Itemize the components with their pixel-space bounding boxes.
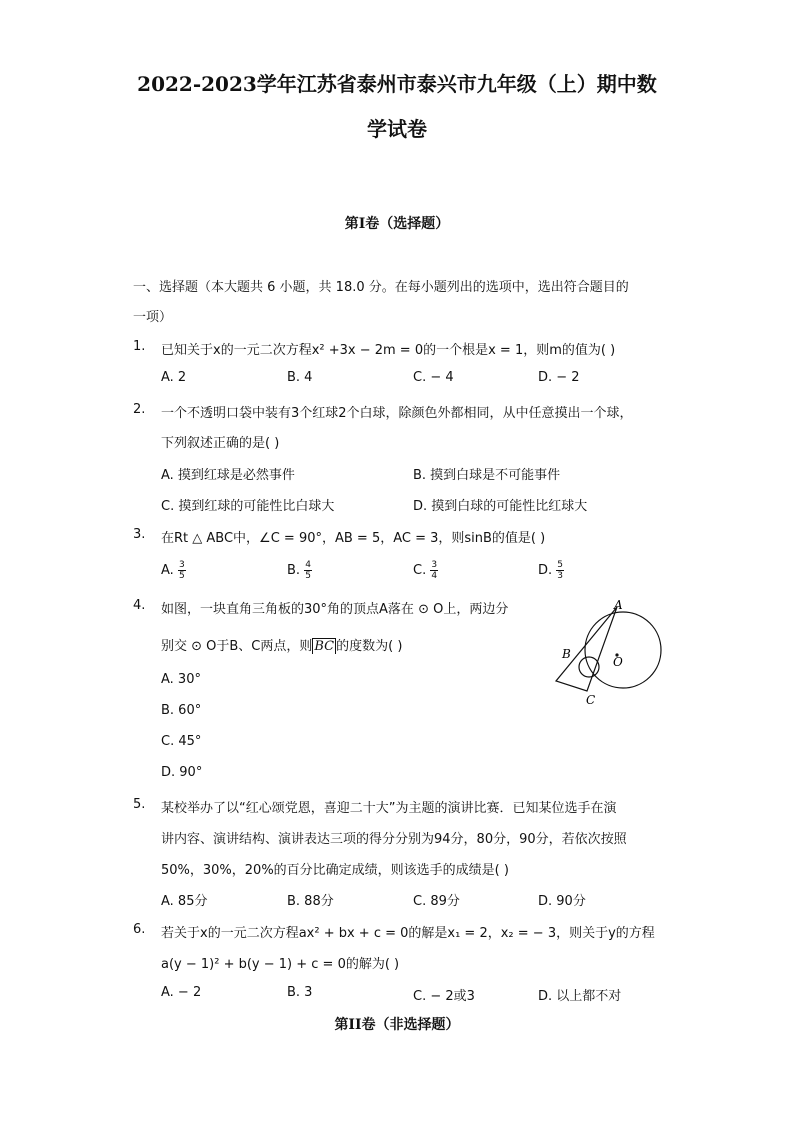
question-6-stem-line-1: 若关于x的一元二次方程ax² + bx + c = 0的解是x₁ = 2，x₂ = − 3，则关于y的方程 [161, 926, 655, 941]
arc-bc: BC [314, 639, 335, 654]
fraction-denominator: 5 [178, 571, 185, 581]
section-1-instructions-line-1: 一、选择题（本大题共 6 小题，共 18.0 分。在每小题列出的选项中，选出符合题目的 [133, 280, 629, 295]
fraction-numerator: 5 [557, 560, 564, 570]
question-4-option-b: B. 60° [161, 703, 202, 718]
part-1-heading: 第I卷（选择题） [344, 216, 450, 232]
question-2-option-a: A. 摸到红球是必然事件 [161, 468, 295, 483]
question-4-stem-text: 别交 ⊙ O于B、C两点，则 [161, 639, 313, 654]
document-title-line-2: 学试卷 [367, 117, 427, 141]
question-4-stem-text-end: 的度数为( ) [336, 639, 403, 654]
option-label: D. [538, 563, 553, 578]
question-3-option-b [287, 560, 312, 581]
question-5-option-a: A. 85分 [161, 894, 208, 909]
question-number: 3. [133, 527, 146, 542]
fraction-denominator: 3 [557, 571, 564, 581]
question-4-option-c: C. 45° [161, 734, 202, 749]
question-2-option-b: B. 摸到白球是不可能事件 [413, 468, 561, 483]
question-4-stem-line-1: 如图，一块直角三角板的30°角的顶点A落在 ⊙ O上，两边分 [161, 602, 509, 617]
part-2-heading: 第II卷（非选择题） [334, 1017, 460, 1033]
section-1-instructions-line-2: 一项） [133, 310, 173, 325]
question-3-stem: 在Rt △ ABC中，∠C = 90°，AB = 5，AC = 3，则sinB的值是( ) [161, 531, 546, 546]
label-b: B [562, 647, 571, 661]
fraction [430, 560, 438, 581]
question-number: 5. [133, 797, 146, 812]
question-number: 1. [133, 339, 146, 354]
option-label: A. [161, 563, 174, 578]
question-5-option-b: B. 88分 [287, 894, 334, 909]
question-1-option-b: B. 4 [287, 370, 313, 385]
question-number: 2. [133, 402, 146, 417]
fraction [178, 560, 186, 581]
question-3-option-d [538, 560, 564, 581]
question-1-option-a: A. 2 [161, 370, 187, 385]
label-c: C [586, 693, 596, 707]
question-1-stem: 已知关于x的一元二次方程x² +3x − 2m = 0的一个根是x = 1，则m的值为( ) [161, 343, 616, 358]
circle-o [585, 612, 661, 688]
option-label: C. [413, 563, 427, 578]
fraction-numerator: 4 [305, 560, 311, 570]
fraction [304, 560, 312, 581]
question-6-option-a: A. − 2 [161, 985, 202, 1000]
question-4-stem-line-2 [161, 635, 402, 654]
label-a: A [614, 598, 623, 612]
question-4-option-d: D. 90° [161, 765, 203, 780]
fraction-denominator: 4 [431, 571, 438, 581]
question-number: 6. [133, 922, 146, 937]
document-title-line-1: 2022-2023学年江苏省泰州市泰兴市九年级（上）期中数 [137, 72, 657, 96]
question-number: 4. [133, 598, 146, 613]
question-2-stem-line-1: 一个不透明口袋中装有3个红球2个白球，除颜色外都相同，从中任意摸出一个球， [161, 406, 633, 421]
question-1-option-d: D. − 2 [538, 370, 580, 385]
question-2-option-c: C. 摸到红球的可能性比白球大 [161, 499, 335, 514]
circle-triangle-figure [550, 596, 665, 708]
question-5-stem-line-1: 某校举办了以“红心颂党恩，喜迎二十大”为主题的演讲比赛．已知某位选手在演 [161, 801, 617, 816]
question-5-stem-line-3: 50%，30%，20%的百分比确定成绩，则该选手的成绩是( ) [161, 863, 509, 878]
question-6-option-c: C. − 2或3 [413, 989, 475, 1004]
fraction-numerator: 3 [178, 560, 185, 570]
question-5-stem-line-2: 讲内容、演讲结构、演讲表达三项的得分分别为94分，80分，90分，若依次按照 [161, 832, 627, 847]
question-5-option-c: C. 89分 [413, 894, 460, 909]
question-6-stem-line-2: a(y − 1)² + b(y − 1) + c = 0的解为( ) [161, 957, 400, 972]
question-2-option-d: D. 摸到白球的可能性比红球大 [413, 499, 588, 514]
label-o: O [613, 655, 623, 669]
question-4-option-a: A. 30° [161, 672, 201, 687]
question-3-option-c [413, 560, 438, 581]
fraction [556, 560, 564, 581]
question-2-stem-line-2: 下列叙述正确的是( ) [161, 436, 280, 451]
question-3-option-a [161, 560, 186, 581]
question-6-option-d: D. 以上都不对 [538, 989, 622, 1004]
question-1-option-c: C. − 4 [413, 370, 454, 385]
question-6-option-b: B. 3 [287, 985, 313, 1000]
fraction-numerator: 3 [431, 560, 438, 570]
fraction-denominator: 5 [305, 571, 311, 581]
question-5-option-d: D. 90分 [538, 894, 586, 909]
option-label: B. [287, 563, 301, 578]
